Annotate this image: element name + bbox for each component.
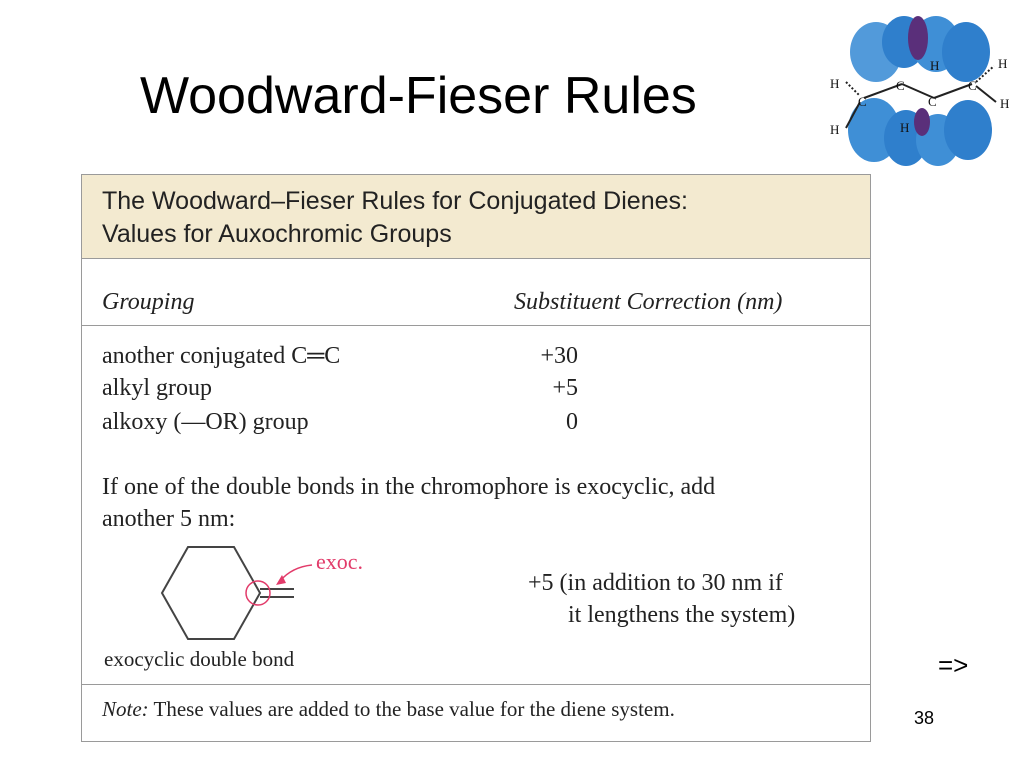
row-label: alkoxy (—OR) group bbox=[102, 409, 309, 435]
next-slide-arrow[interactable]: => bbox=[938, 650, 969, 680]
column-header-grouping: Grouping bbox=[102, 289, 195, 315]
row-value: +30 bbox=[540, 343, 578, 369]
exocyclic-diagram bbox=[142, 541, 382, 641]
atom-label: C bbox=[896, 78, 905, 93]
exo-value-line: +5 (in addition to 30 nm if bbox=[528, 570, 783, 596]
column-header-correction: Substituent Correction (nm) bbox=[514, 289, 783, 315]
slide-title: Woodward-Fieser Rules bbox=[140, 67, 697, 125]
highlight-circle bbox=[246, 581, 270, 605]
atom-label: H bbox=[998, 56, 1008, 71]
exocyclic-value bbox=[528, 567, 795, 631]
atom-label: H bbox=[930, 58, 940, 73]
row-value: 0 bbox=[566, 409, 578, 435]
rules-table bbox=[81, 174, 871, 742]
table-title-line: The Woodward–Fieser Rules for Conjugated Dienes: bbox=[102, 187, 688, 215]
note-divider bbox=[82, 684, 870, 685]
exocyclic-caption: exocyclic double bond bbox=[104, 647, 295, 671]
table-title-line: Values for Auxochromic Groups bbox=[102, 220, 452, 248]
atom-label: C bbox=[858, 94, 867, 109]
note-label: Note: bbox=[102, 697, 149, 721]
atom-label: C bbox=[968, 78, 977, 93]
exo-arrow bbox=[280, 565, 312, 581]
butadiene-orbital-image bbox=[826, 12, 1018, 172]
paragraph-line: If one of the double bonds in the chromophore is exocyclic, add bbox=[102, 474, 716, 500]
paragraph-line: another 5 nm: bbox=[102, 506, 236, 532]
table-title bbox=[102, 185, 842, 251]
row-value: +5 bbox=[552, 375, 578, 401]
note-text: These values are added to the base value for the diene system. bbox=[148, 697, 675, 721]
atom-label: H bbox=[830, 76, 840, 91]
table-header bbox=[82, 175, 870, 259]
exo-label: exoc. bbox=[316, 549, 364, 574]
exo-value-line: it lengthens the system) bbox=[568, 602, 796, 628]
atom-label: H bbox=[830, 122, 840, 137]
atom-label: H bbox=[1000, 96, 1010, 111]
page-number: 38 bbox=[914, 708, 935, 728]
header-divider bbox=[82, 325, 870, 326]
row-label: another conjugated C═C bbox=[102, 343, 341, 369]
atom-label: C bbox=[928, 94, 937, 109]
row-label: alkyl group bbox=[102, 375, 212, 401]
exocyclic-paragraph bbox=[102, 471, 842, 535]
table-note bbox=[102, 697, 675, 722]
atom-label: H bbox=[900, 120, 910, 135]
